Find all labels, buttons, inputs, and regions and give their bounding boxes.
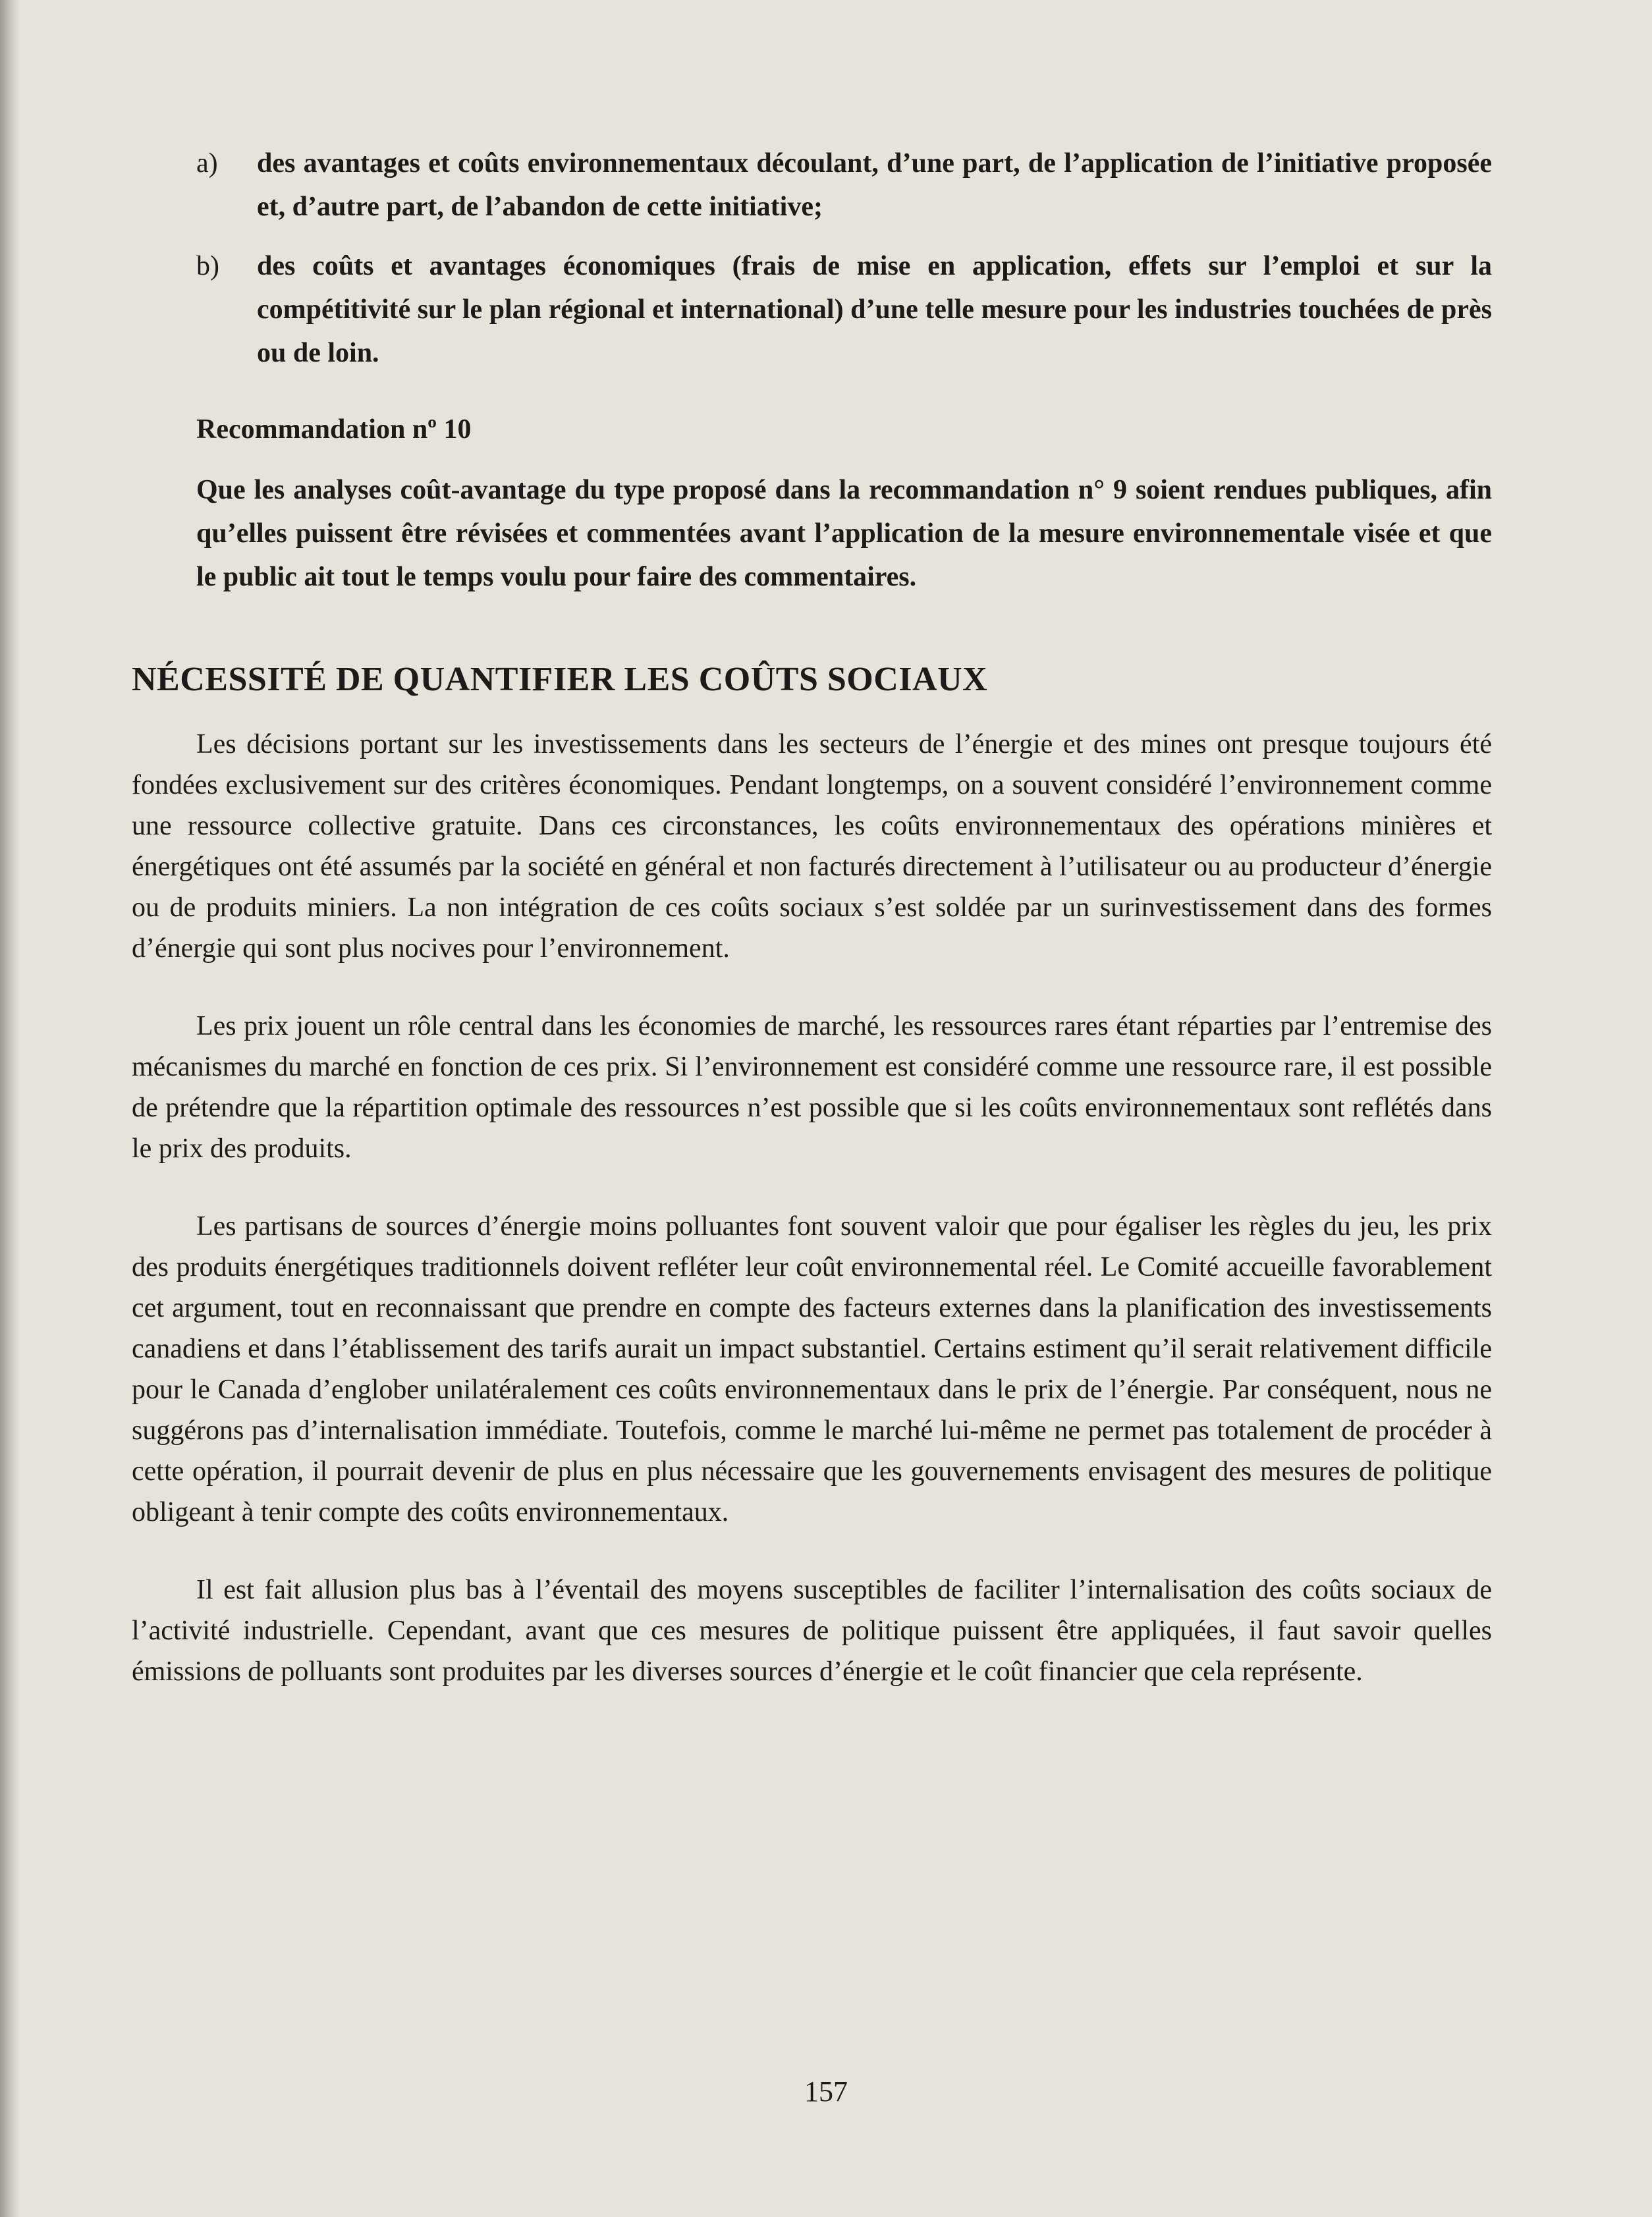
page-binding-edge (0, 0, 20, 2217)
section-heading: NÉCESSITÉ DE QUANTIFIER LES COÛTS SOCIAUX (132, 661, 988, 698)
paragraph: Les décisions portant sur les investissements dans les secteurs de l’énergie et des mines ont presque toujours été fondées exclusivement sur des critères économiques. Pendant longtemps, on a souvent considéré l’environnement comme une ressource collective gratuite. Dans ces circonstances, les coûts environnementaux des opérations minières et énergétiques ont été assumés par la société en général et non facturés directement à l’utilisateur ou au producteur d’énergie ou de produits miniers. La non intégration de ces coûts sociaux s’est soldée par un surinvestissement dans des formes d’énergie qui sont plus nocives pour l’environnement. (132, 729, 1492, 964)
list-marker: a) (196, 148, 218, 178)
list-item-text: des coûts et avantages économiques (frais de mise en application, effets sur l’emploi et sur la compétitivité sur le plan régional et international) d’une telle mesure pour les industries touchées de près ou de loin. (257, 251, 1492, 368)
list-item-text: des avantages et coûts environnementaux découlant, d’une part, de l’application de l’initiative proposée et, d’autre part, de l’abandon de cette initiative; (257, 148, 1492, 222)
list-item-a (132, 142, 1492, 229)
list-marker: b) (196, 251, 219, 281)
paragraph: Les prix jouent un rôle central dans les économies de marché, les ressources rares étant réparties par l’entremise des mécanismes du marché en fonction de ces prix. Si l’environnement est considéré comme une ressource rare, il est possible de prétendre que la répartition optimale des ressources n’est possible que si les coûts environnementaux sont reflétés dans le prix des produits. (132, 1011, 1492, 1164)
paragraph: Il est fait allusion plus bas à l’éventail des moyens susceptibles de faciliter l’internalisation des coûts sociaux de l’activité industrielle. Cependant, avant que ces mesures de politique puissent être appliquées, il faut savoir quelles émissions de polluants sont produites par les diverses sources d’énergie et le coût financier que cela représente. (132, 1575, 1492, 1687)
recommendation-body: Que les analyses coût-avantage du type proposé dans la recommandation n° 9 soient rendues publiques, afin qu’elles puissent être révisées et commentées avant l’application de la mesure environnementale visée et que le public ait tout le temps voulu pour faire des commentaires. (196, 475, 1492, 592)
paragraph: Les partisans de sources d’énergie moins polluantes font souvent valoir que pour égaliser les règles du jeu, les prix des produits énergétiques traditionnels doivent refléter leur coût environnemental réel. Le Comité accueille favorablement cet argument, tout en reconnaissant que prendre en compte des facteurs externes dans la planification des investissements canadiens et dans l’établissement des tarifs aurait un impact substantiel. Certains estiment qu’il serait relativement difficile pour le Canada d’englober unilatéralement ces coûts environnementaux dans le prix de l’énergie. Par conséquent, nous ne suggérons pas d’internalisation immédiate. Toutefois, comme le marché lui-même ne permet pas totalement de procéder à cette opération, il pourrait devenir de plus en plus nécessaire que les gouvernements envisagent des mesures de politique obligeant à tenir compte des coûts environnementaux. (132, 1211, 1492, 1527)
page-number: 157 (804, 2075, 848, 2108)
list-item-b (132, 244, 1492, 375)
recommendation-title: Recommandation nº 10 (196, 414, 472, 445)
page-content (132, 142, 1492, 1729)
